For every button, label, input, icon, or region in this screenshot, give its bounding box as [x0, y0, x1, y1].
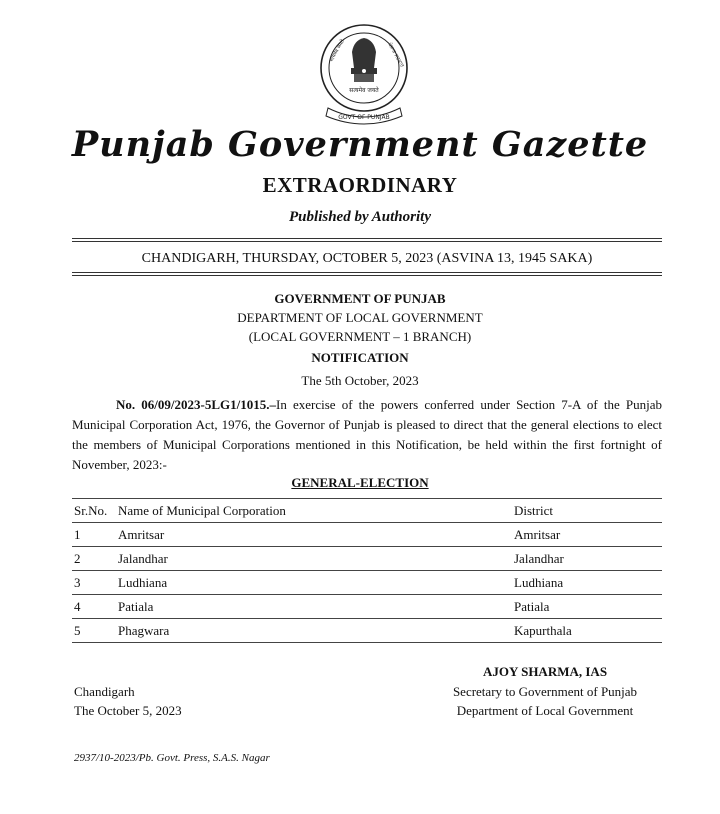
notification-title: NOTIFICATION: [311, 350, 409, 365]
cell-srno: 3: [72, 571, 116, 595]
signature-place: Chandigarh: [74, 684, 135, 699]
table-row: [72, 595, 662, 619]
cell-srno: 4: [72, 595, 116, 619]
table-row: [72, 619, 662, 643]
header-district: District: [512, 499, 662, 523]
divider: [72, 241, 662, 242]
signatory-department: Department of Local Government: [456, 703, 634, 718]
dateline: CHANDIGARH, THURSDAY, OCTOBER 5, 2023 (ASVINA 13, 1945 SAKA): [141, 251, 593, 266]
cell-district: Ludhiana: [512, 571, 662, 595]
signatory-name: AJOY SHARMA, IAS: [482, 664, 608, 679]
press-footer: 2937/10-2023/Pb. Govt. Press, S.A.S. Nagar: [74, 752, 270, 764]
cell-srno: 2: [72, 547, 116, 571]
edition-title: EXTRAORDINARY: [262, 173, 458, 197]
notification-number: No. 06/09/2023-5LG1/1015.–: [116, 397, 276, 412]
table-row: [72, 547, 662, 571]
divider: [72, 275, 662, 276]
header-srno: Sr.No.: [72, 499, 116, 523]
notification-date: The 5th October, 2023: [301, 373, 419, 388]
cell-corporation: Jalandhar: [116, 547, 512, 571]
table-header-row: [72, 499, 662, 523]
emblem-ribbon-text: GOVT OF PUNJAB: [338, 114, 390, 121]
cell-corporation: Ludhiana: [116, 571, 512, 595]
cell-corporation: Phagwara: [116, 619, 512, 643]
cell-srno: 5: [72, 619, 116, 643]
election-table: [72, 498, 662, 643]
branch-heading: (LOCAL GOVERNMENT – 1 BRANCH): [248, 329, 472, 344]
cell-corporation: Amritsar: [116, 523, 512, 547]
emblem-left-text: सत्यमेव जयते: [328, 38, 347, 63]
cell-district: Patiala: [512, 595, 662, 619]
notification-text: In exercise of the powers conferred under Section 7-A of the Punjab Municipal Corporation Act, 1976, the Governor of Punjab is pleased to direct that the general elections to elect the members of Municipal Corporations mentioned in this Notification, be held within the first fortnight of November, 2023:-: [72, 397, 662, 472]
government-heading: GOVERNMENT OF PUNJAB: [274, 291, 446, 306]
state-emblem-icon: [318, 22, 410, 128]
cell-district: Jalandhar: [512, 547, 662, 571]
signatory-designation: Secretary to Government of Punjab: [452, 684, 638, 699]
signature-date: The October 5, 2023: [74, 703, 182, 718]
header-corporation: Name of Municipal Corporation: [116, 499, 512, 523]
table-row: [72, 571, 662, 595]
gazette-masthead: Punjab Government Gazette: [71, 124, 649, 165]
cell-corporation: Patiala: [116, 595, 512, 619]
emblem-right-text: ਪੰਜਾਬ ਸਰਕਾਰ: [386, 42, 405, 69]
cell-district: Amritsar: [512, 523, 662, 547]
cell-district: Kapurthala: [512, 619, 662, 643]
table-row: [72, 523, 662, 547]
published-by-authority: Published by Authority: [289, 209, 431, 225]
cell-srno: 1: [72, 523, 116, 547]
table-title: GENERAL-ELECTION: [291, 475, 429, 490]
divider: [72, 272, 662, 273]
divider: [72, 238, 662, 239]
emblem-motto: सत्यमेव जयते: [349, 87, 379, 94]
notification-body: [72, 395, 662, 475]
department-heading: DEPARTMENT OF LOCAL GOVERNMENT: [237, 310, 483, 325]
